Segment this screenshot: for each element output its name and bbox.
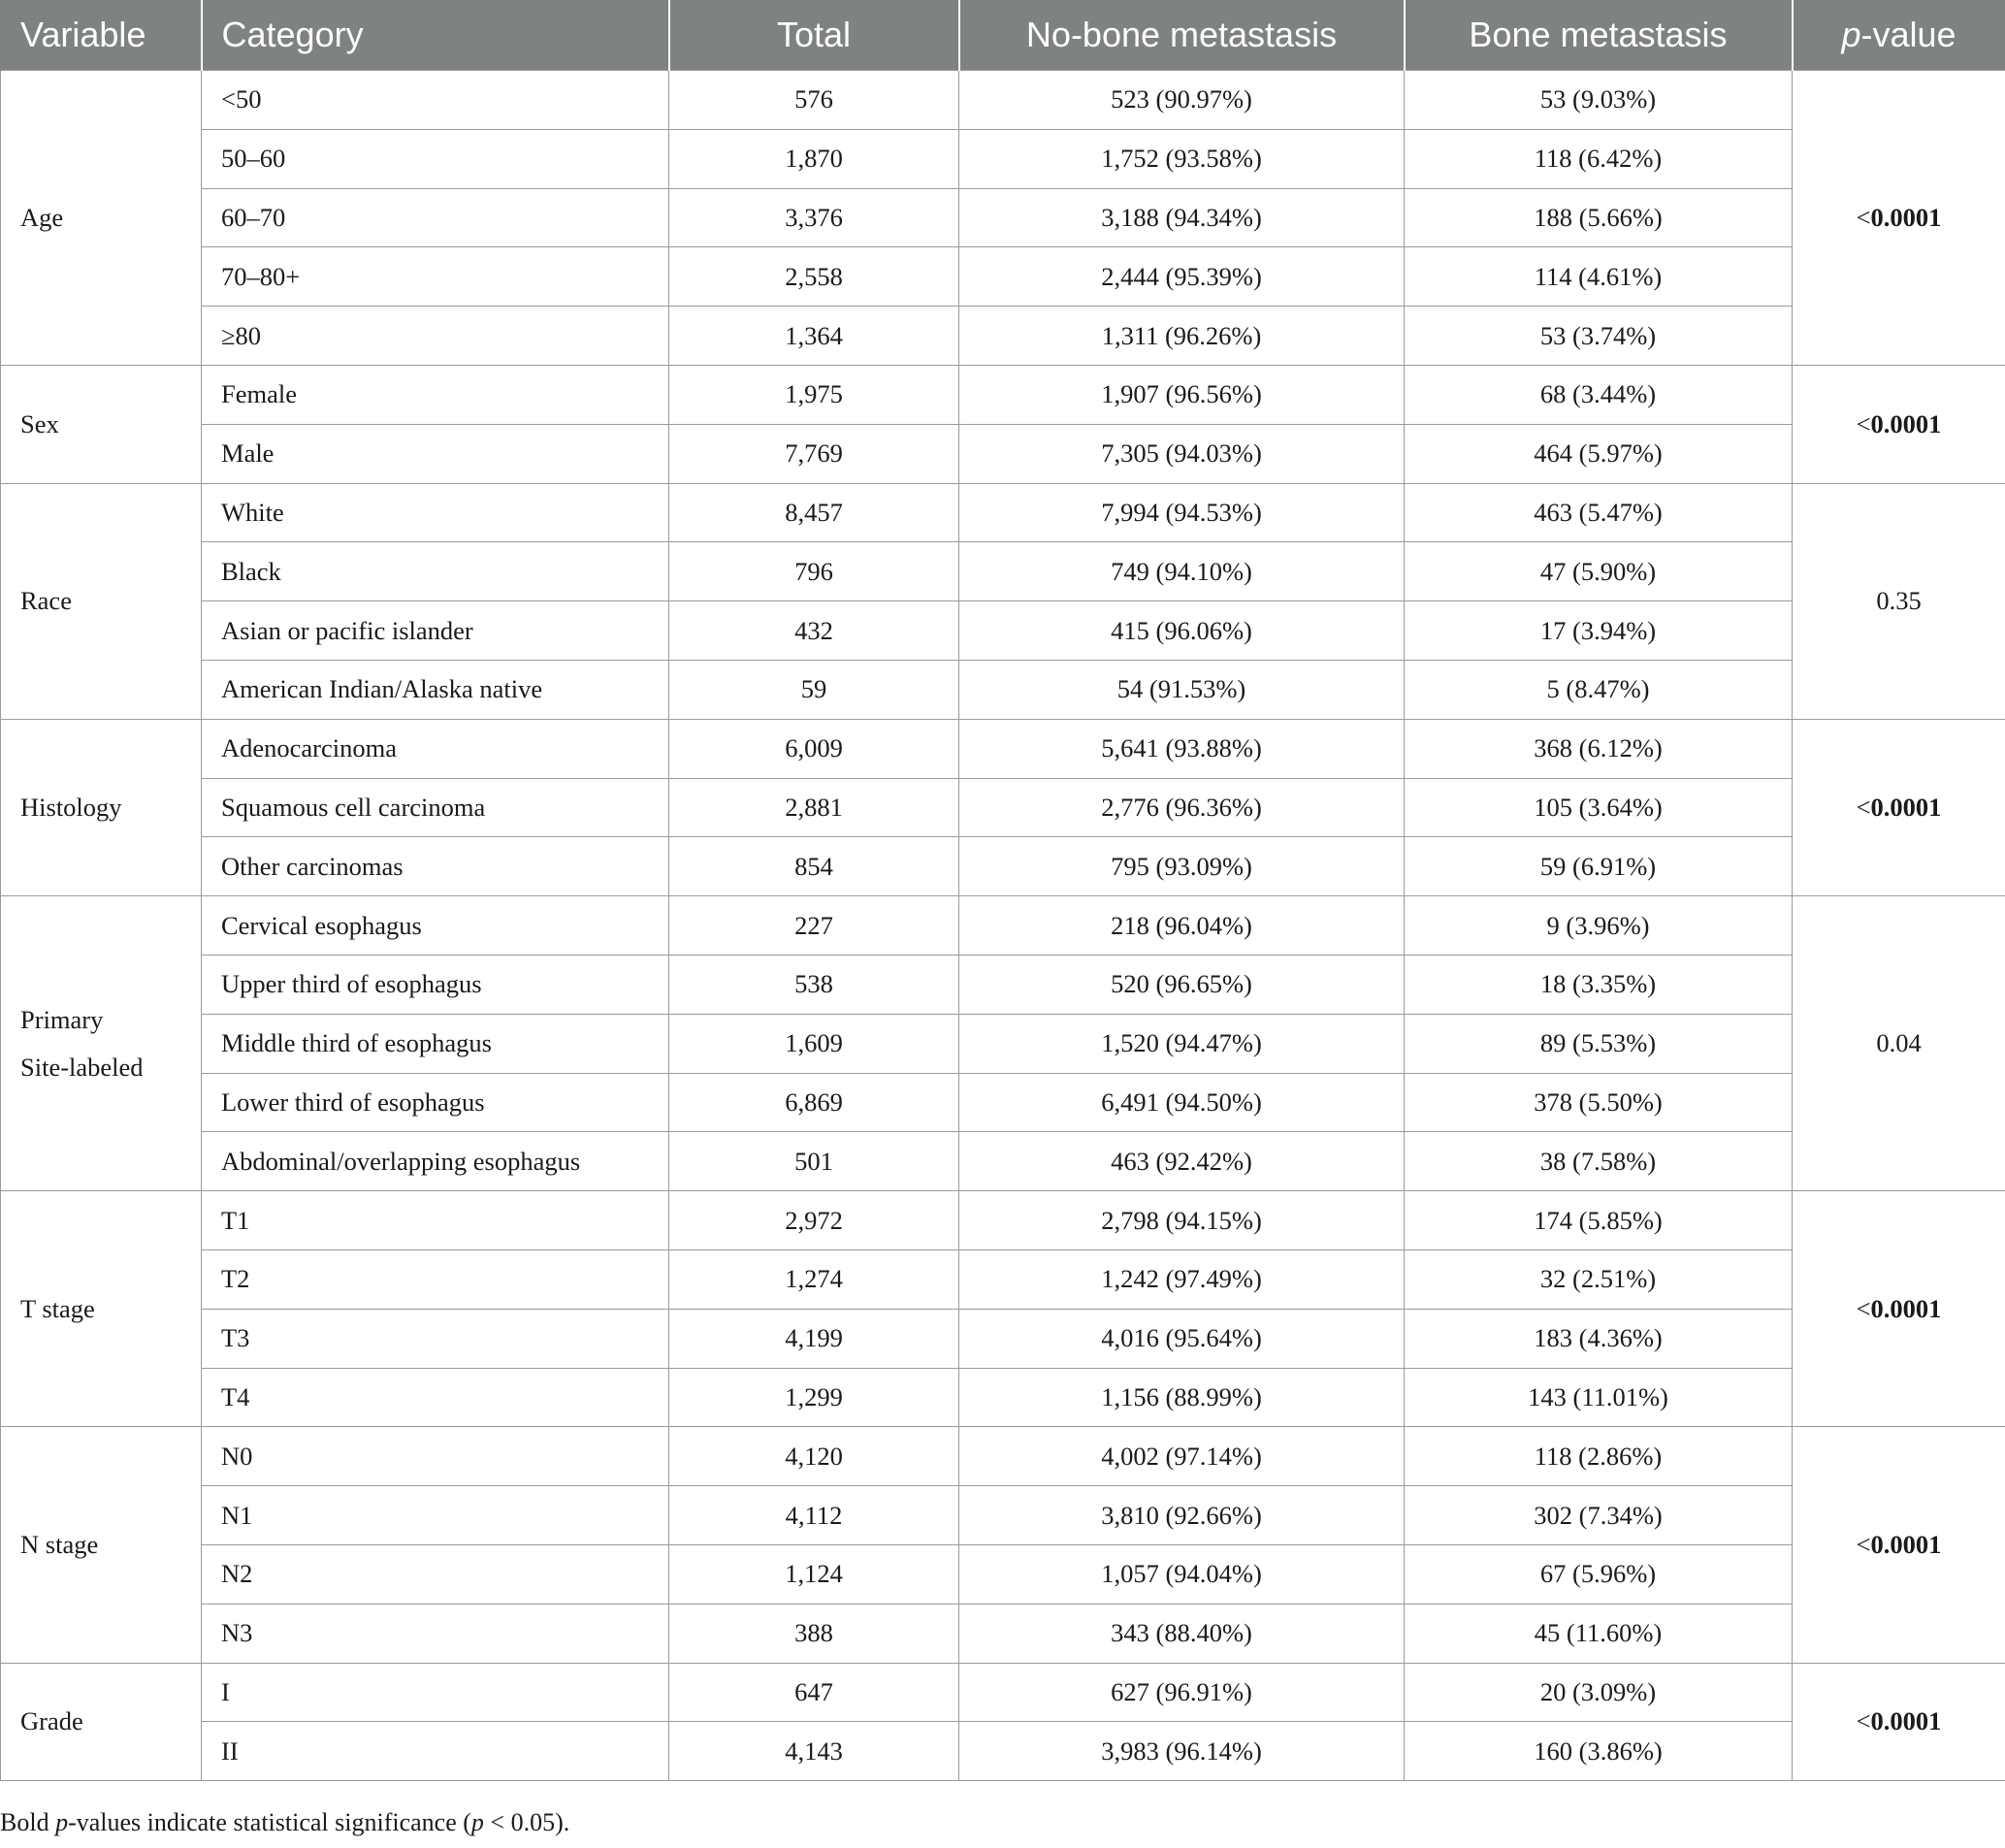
total-cell: 432	[669, 601, 959, 661]
variable-label: Age	[20, 202, 64, 232]
bone-metastasis-cell: 143 (11.01%)	[1405, 1368, 1793, 1427]
bone-metastasis-cell: 5 (8.47%)	[1405, 660, 1793, 719]
table-row	[1, 71, 2005, 130]
total-cell: 1,299	[669, 1368, 959, 1427]
total-cell: 6,869	[669, 1073, 959, 1132]
total-cell: 576	[669, 71, 959, 130]
no-bone-metastasis-cell: 7,305 (94.03%)	[959, 424, 1405, 483]
category-cell: Squamous cell carcinoma	[202, 778, 669, 837]
header-no-bone-metastasis: No-bone metastasis	[959, 0, 1405, 71]
variable-label: Histology	[20, 792, 122, 822]
bone-metastasis-cell: 53 (3.74%)	[1405, 307, 1793, 366]
table-row	[1, 247, 2005, 307]
category-cell: 60–70	[202, 188, 669, 247]
bone-metastasis-cell: 89 (5.53%)	[1405, 1014, 1793, 1073]
bone-metastasis-cell: 118 (2.86%)	[1405, 1427, 1793, 1486]
bone-metastasis-cell: 160 (3.86%)	[1405, 1722, 1793, 1781]
bone-metastasis-cell: 67 (5.96%)	[1405, 1544, 1793, 1604]
total-cell: 227	[669, 896, 959, 956]
no-bone-metastasis-cell: 54 (91.53%)	[959, 660, 1405, 719]
p-value-cell: <0.0001	[1793, 1191, 2005, 1427]
total-cell: 1,870	[669, 129, 959, 188]
no-bone-metastasis-cell: 749 (94.10%)	[959, 542, 1405, 601]
table-row	[1, 1486, 2005, 1545]
table-row	[1, 129, 2005, 188]
variable-label: Sex	[20, 408, 59, 438]
variable-cell	[1, 483, 202, 719]
no-bone-metastasis-cell: 4,016 (95.64%)	[959, 1309, 1405, 1368]
total-cell: 8,457	[669, 483, 959, 542]
category-cell: Black	[202, 542, 669, 601]
table-row	[1, 1309, 2005, 1368]
no-bone-metastasis-cell: 520 (96.65%)	[959, 955, 1405, 1014]
header-row	[1, 0, 2005, 71]
total-cell: 4,112	[669, 1486, 959, 1545]
total-cell: 1,975	[669, 365, 959, 424]
bone-metastasis-cell: 105 (3.64%)	[1405, 778, 1793, 837]
variable-label: Site-labeled	[20, 1052, 144, 1082]
category-cell: T2	[202, 1249, 669, 1309]
footnote-text-2: -values indicate statistical significance (	[68, 1808, 471, 1836]
table-row	[1, 955, 2005, 1014]
category-cell: II	[202, 1722, 669, 1781]
total-cell: 2,558	[669, 247, 959, 307]
total-cell: 4,199	[669, 1309, 959, 1368]
table-row	[1, 601, 2005, 661]
no-bone-metastasis-cell: 4,002 (97.14%)	[959, 1427, 1405, 1486]
header-total: Total	[669, 0, 959, 71]
variable-cell	[1, 365, 202, 483]
p-value-cell: <0.0001	[1793, 365, 2005, 483]
bone-metastasis-cell: 114 (4.61%)	[1405, 247, 1793, 307]
p-value-cell: <0.0001	[1793, 1663, 2005, 1781]
no-bone-metastasis-cell: 627 (96.91%)	[959, 1663, 1405, 1722]
no-bone-metastasis-cell: 3,810 (92.66%)	[959, 1486, 1405, 1545]
variable-cell	[1, 71, 202, 366]
bone-metastasis-cell: 463 (5.47%)	[1405, 483, 1793, 542]
category-cell: Cervical esophagus	[202, 896, 669, 956]
table-row	[1, 424, 2005, 483]
table-row	[1, 188, 2005, 247]
no-bone-metastasis-cell: 2,798 (94.15%)	[959, 1191, 1405, 1250]
variable-cell	[1, 1663, 202, 1781]
total-cell: 388	[669, 1604, 959, 1663]
category-cell: Adenocarcinoma	[202, 719, 669, 778]
header-p-value	[1793, 0, 2005, 71]
total-cell: 4,143	[669, 1722, 959, 1781]
table-row	[1, 1132, 2005, 1191]
bone-metastasis-cell: 183 (4.36%)	[1405, 1309, 1793, 1368]
bone-metastasis-cell: 9 (3.96%)	[1405, 896, 1793, 956]
total-cell: 2,972	[669, 1191, 959, 1250]
total-cell: 501	[669, 1132, 959, 1191]
category-cell: 70–80+	[202, 247, 669, 307]
category-cell: White	[202, 483, 669, 542]
table-row	[1, 1368, 2005, 1427]
variable-label: Grade	[20, 1706, 83, 1736]
table-row	[1, 542, 2005, 601]
category-cell: Lower third of esophagus	[202, 1073, 669, 1132]
no-bone-metastasis-cell: 218 (96.04%)	[959, 896, 1405, 956]
no-bone-metastasis-cell: 1,057 (94.04%)	[959, 1544, 1405, 1604]
header-p-rest: -value	[1860, 15, 1956, 54]
header-variable: Variable	[1, 0, 202, 71]
header-category: Category	[202, 0, 669, 71]
no-bone-metastasis-cell: 1,752 (93.58%)	[959, 129, 1405, 188]
no-bone-metastasis-cell: 1,907 (96.56%)	[959, 365, 1405, 424]
no-bone-metastasis-cell: 2,776 (96.36%)	[959, 778, 1405, 837]
no-bone-metastasis-cell: 3,983 (96.14%)	[959, 1722, 1405, 1781]
table-row	[1, 1191, 2005, 1250]
category-cell: 50–60	[202, 129, 669, 188]
table-row	[1, 837, 2005, 896]
bone-metastasis-cell: 174 (5.85%)	[1405, 1191, 1793, 1250]
variable-label: Primary	[20, 1004, 104, 1034]
p-value-cell: <0.0001	[1793, 1427, 2005, 1663]
bone-metastasis-cell: 378 (5.50%)	[1405, 1073, 1793, 1132]
table-body	[1, 71, 2005, 1781]
no-bone-metastasis-cell: 3,188 (94.34%)	[959, 188, 1405, 247]
no-bone-metastasis-cell: 5,641 (93.88%)	[959, 719, 1405, 778]
category-cell: Upper third of esophagus	[202, 955, 669, 1014]
variable-cell	[1, 1191, 202, 1427]
bone-metastasis-cell: 20 (3.09%)	[1405, 1663, 1793, 1722]
bone-metastasis-cell: 68 (3.44%)	[1405, 365, 1793, 424]
no-bone-metastasis-cell: 463 (92.42%)	[959, 1132, 1405, 1191]
bone-metastasis-cell: 59 (6.91%)	[1405, 837, 1793, 896]
bone-metastasis-cell: 368 (6.12%)	[1405, 719, 1793, 778]
no-bone-metastasis-cell: 2,444 (95.39%)	[959, 247, 1405, 307]
category-cell: Male	[202, 424, 669, 483]
category-cell: Abdominal/overlapping esophagus	[202, 1132, 669, 1191]
footnote-text-3: < 0.05).	[483, 1808, 570, 1836]
total-cell: 1,609	[669, 1014, 959, 1073]
no-bone-metastasis-cell: 523 (90.97%)	[959, 71, 1405, 130]
p-value-cell: 0.35	[1793, 483, 2005, 719]
total-cell: 647	[669, 1663, 959, 1722]
category-cell: I	[202, 1663, 669, 1722]
no-bone-metastasis-cell: 795 (93.09%)	[959, 837, 1405, 896]
table-row	[1, 1427, 2005, 1486]
no-bone-metastasis-cell: 6,491 (94.50%)	[959, 1073, 1405, 1132]
table-row	[1, 1604, 2005, 1663]
p-value-cell: 0.04	[1793, 896, 2005, 1191]
table-row	[1, 365, 2005, 424]
table-row	[1, 307, 2005, 366]
no-bone-metastasis-cell: 343 (88.40%)	[959, 1604, 1405, 1663]
total-cell: 1,124	[669, 1544, 959, 1604]
category-cell: American Indian/Alaska native	[202, 660, 669, 719]
variable-cell	[1, 896, 202, 1191]
table-row	[1, 1663, 2005, 1722]
variable-cell	[1, 719, 202, 895]
category-cell: T1	[202, 1191, 669, 1250]
category-cell: N0	[202, 1427, 669, 1486]
bone-metastasis-cell: 38 (7.58%)	[1405, 1132, 1793, 1191]
no-bone-metastasis-cell: 7,994 (94.53%)	[959, 483, 1405, 542]
total-cell: 59	[669, 660, 959, 719]
total-cell: 1,364	[669, 307, 959, 366]
total-cell: 854	[669, 837, 959, 896]
total-cell: 7,769	[669, 424, 959, 483]
table-footnote	[0, 1808, 569, 1837]
variable-label: N stage	[20, 1529, 99, 1559]
table-row	[1, 660, 2005, 719]
category-cell: N2	[202, 1544, 669, 1604]
no-bone-metastasis-cell: 1,156 (88.99%)	[959, 1368, 1405, 1427]
table-row	[1, 1544, 2005, 1604]
no-bone-metastasis-cell: 415 (96.06%)	[959, 601, 1405, 661]
table-row	[1, 1249, 2005, 1309]
table-row	[1, 778, 2005, 837]
total-cell: 3,376	[669, 188, 959, 247]
category-cell: T4	[202, 1368, 669, 1427]
bone-metastasis-cell: 464 (5.97%)	[1405, 424, 1793, 483]
category-cell: N3	[202, 1604, 669, 1663]
category-cell: <50	[202, 71, 669, 130]
table-row	[1, 1014, 2005, 1073]
total-cell: 1,274	[669, 1249, 959, 1309]
category-cell: Female	[202, 365, 669, 424]
no-bone-metastasis-cell: 1,311 (96.26%)	[959, 307, 1405, 366]
category-cell: Other carcinomas	[202, 837, 669, 896]
total-cell: 4,120	[669, 1427, 959, 1486]
category-cell: Asian or pacific islander	[202, 601, 669, 661]
bone-metastasis-cell: 118 (6.42%)	[1405, 129, 1793, 188]
category-cell: N1	[202, 1486, 669, 1545]
bone-metastasis-cell: 47 (5.90%)	[1405, 542, 1793, 601]
no-bone-metastasis-cell: 1,520 (94.47%)	[959, 1014, 1405, 1073]
category-cell: Middle third of esophagus	[202, 1014, 669, 1073]
table-row	[1, 719, 2005, 778]
footnote-p-1: p	[55, 1808, 69, 1836]
bone-metastasis-cell: 32 (2.51%)	[1405, 1249, 1793, 1309]
footnote-p-2: p	[470, 1808, 484, 1836]
total-cell: 796	[669, 542, 959, 601]
bone-metastasis-cell: 188 (5.66%)	[1405, 188, 1793, 247]
total-cell: 538	[669, 955, 959, 1014]
total-cell: 6,009	[669, 719, 959, 778]
category-cell: ≥80	[202, 307, 669, 366]
p-value-cell: <0.0001	[1793, 71, 2005, 366]
bone-metastasis-cell: 53 (9.03%)	[1405, 71, 1793, 130]
variable-label: T stage	[20, 1293, 95, 1323]
table-row	[1, 483, 2005, 542]
p-value-cell: <0.0001	[1793, 719, 2005, 895]
variable-cell	[1, 1427, 202, 1663]
table-row	[1, 1073, 2005, 1132]
table-row	[1, 1722, 2005, 1781]
no-bone-metastasis-cell: 1,242 (97.49%)	[959, 1249, 1405, 1309]
variable-label: Race	[20, 586, 72, 616]
bone-metastasis-cell: 17 (3.94%)	[1405, 601, 1793, 661]
bone-metastasis-cell: 45 (11.60%)	[1405, 1604, 1793, 1663]
total-cell: 2,881	[669, 778, 959, 837]
footnote-text-1: Bold	[0, 1808, 56, 1836]
category-cell: T3	[202, 1309, 669, 1368]
table-row	[1, 896, 2005, 956]
bone-metastasis-cell: 18 (3.35%)	[1405, 955, 1793, 1014]
header-bone-metastasis: Bone metastasis	[1405, 0, 1793, 71]
header-p-italic: p	[1841, 15, 1861, 54]
bone-metastasis-cell: 302 (7.34%)	[1405, 1486, 1793, 1545]
